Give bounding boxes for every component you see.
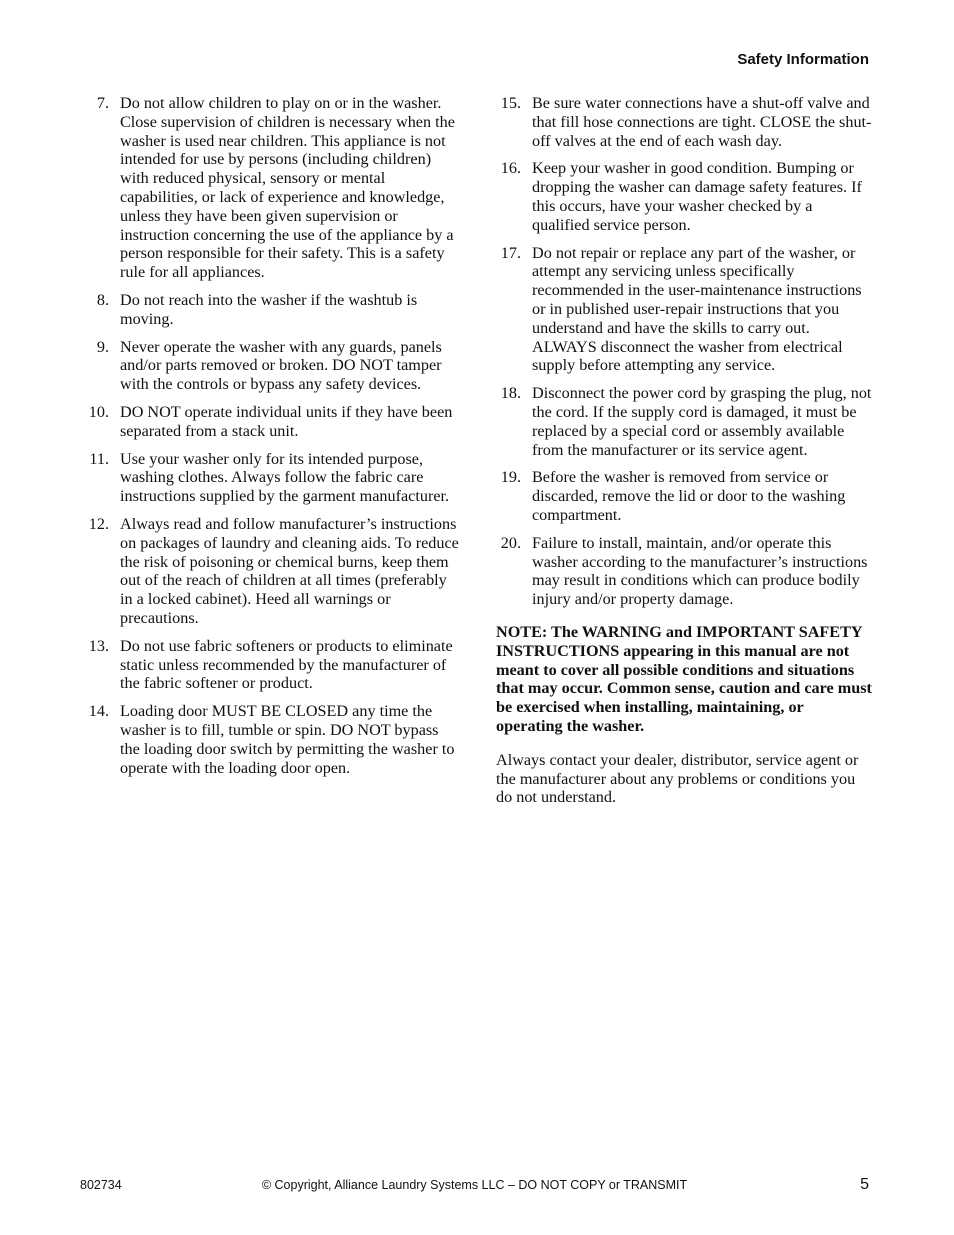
- list-item: [80, 403, 460, 441]
- left-column: [80, 94, 460, 786]
- item-text: Loading door MUST BE CLOSED any time the washer is to fill, tumble or spin. DO NOT bypass the loading door switch by permitting the washer to operate with the loading door open.: [120, 702, 455, 777]
- list-item: [492, 244, 872, 376]
- safety-list-right: [492, 94, 872, 609]
- list-item: [80, 637, 460, 693]
- item-number: 16.: [500, 159, 521, 178]
- item-number: 13.: [88, 636, 109, 655]
- page-number: 5: [860, 1176, 869, 1193]
- safety-list-left: [80, 94, 460, 777]
- list-item: [492, 468, 872, 524]
- item-number: 10.: [88, 402, 109, 421]
- item-text: Use your washer only for its intended purpose, washing clothes. Always follow the fabric care instructions supplied by the garment manufacturer.: [120, 449, 450, 506]
- item-text: Do not allow children to play on or in the washer. Close supervision of children is necessary when the washer is used near children. This appliance is not intended for use by persons (including children) with reduced physical, sensory or mental capabilities, or lack of experience and knowledge, unless they have been given supervision or instruction concerning the use of the appliance by a person responsible for their safety. This is a safety rule for all appliances.: [120, 94, 455, 282]
- contact-paragraph: Always contact your dealer, distributor, service agent or the manufacturer about any problems or conditions you do not understand.: [496, 750, 859, 807]
- item-number: 20.: [500, 533, 521, 552]
- safety-note: NOTE: The WARNING and IMPORTANT SAFETY INSTRUCTIONS appearing in this manual are not meant to cover all possible conditions and situations that may occur. Common sense, caution and care must be exercised when installing, maintaining, or operating the washer.: [496, 622, 872, 735]
- item-number: 17.: [500, 243, 521, 262]
- right-column: [492, 94, 872, 807]
- list-item: [492, 94, 872, 150]
- list-item: [80, 338, 460, 394]
- item-text: Do not repair or replace any part of the washer, or attempt any servicing unless specifically recommended in the user-maintenance instructions or in published user-repair instructions that you understand and have the skills to carry out. ALWAYS disconnect the washer from electrical supply before attempting any service.: [532, 243, 862, 375]
- item-text: Be sure water connections have a shut-off valve and that fill hose connections are tight. CLOSE the shut-off valves at the end of each wash day.: [532, 94, 872, 150]
- item-text: Disconnect the power cord by grasping the plug, not the cord. If the supply cord is damaged, it must be replaced by a special cord or assembly available from the manufacturer or its service agent.: [532, 384, 872, 459]
- item-text: Always read and follow manufacturer’s instructions on packages of laundry and cleaning aids. To reduce the risk of poisoning or chemical burns, keep them out of the reach of children at all times (preferably in a locked cabinet). Heed all warnings or precautions.: [120, 514, 459, 627]
- document-number: 802734: [80, 1178, 122, 1192]
- list-item: [80, 291, 460, 329]
- item-text: Never operate the washer with any guards, panels and/or parts removed or broken. DO NOT tamper with the controls or bypass any safety devices.: [120, 337, 442, 394]
- list-item: [492, 384, 872, 459]
- item-number: 9.: [96, 337, 109, 356]
- item-text: Do not use fabric softeners or products to eliminate static unless recommended by the manufacturer of the fabric softener or product.: [120, 636, 453, 693]
- item-number: 14.: [88, 702, 109, 721]
- section-title: Safety Information: [737, 51, 869, 68]
- list-item: [492, 159, 872, 234]
- item-text: Before the washer is removed from service or discarded, remove the lid or door to the washing compartment.: [532, 468, 846, 524]
- item-number: 19.: [500, 468, 521, 487]
- copyright-notice: © Copyright, Alliance Laundry Systems LLC – DO NOT COPY or TRANSMIT: [261, 1178, 688, 1192]
- item-text: DO NOT operate individual units if they have been separated from a stack unit.: [120, 402, 453, 440]
- list-item: [80, 94, 460, 282]
- item-text: Do not reach into the washer if the washtub is moving.: [120, 290, 418, 328]
- item-text: Failure to install, maintain, and/or operate this washer according to the manufacturer’s instructions may result in conditions which can produce bodily injury and/or property damage.: [532, 533, 868, 609]
- item-number: 18.: [500, 384, 521, 403]
- item-number: 7.: [96, 94, 109, 112]
- list-item: [80, 515, 460, 628]
- list-item: [80, 450, 460, 506]
- item-number: 12.: [88, 514, 109, 533]
- list-item: [492, 534, 872, 609]
- item-number: 15.: [500, 94, 521, 112]
- page-footer: [80, 1177, 869, 1197]
- item-text: Keep your washer in good condition. Bumping or dropping the washer can damage safety features. If this occurs, have your washer checked by a qualified service person.: [532, 159, 862, 234]
- item-number: 8.: [96, 290, 109, 309]
- list-item: [80, 702, 460, 777]
- item-number: 11.: [89, 449, 109, 468]
